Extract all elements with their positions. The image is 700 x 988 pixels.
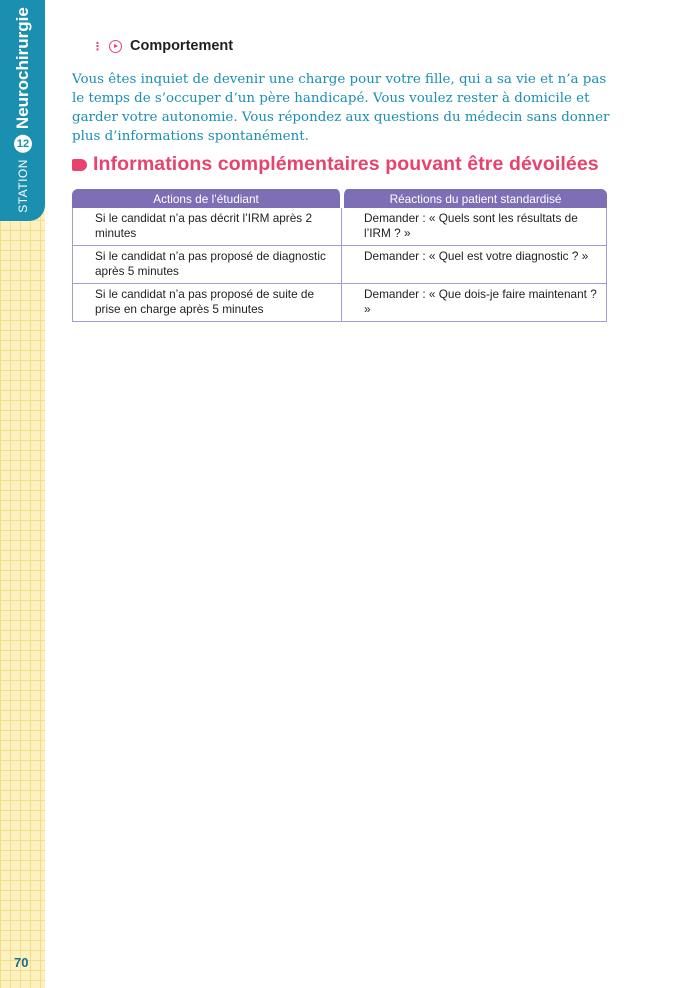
behavior-title: Comportement bbox=[130, 38, 234, 54]
play-circle-icon bbox=[109, 40, 122, 53]
table-header-actions: Actions de l’étudiant bbox=[72, 189, 342, 208]
table-cell-action: Si le candidat n’a pas proposé de suite de prise en charge après 5 minutes bbox=[72, 284, 342, 322]
table-cell-reaction: Demander : « Que dois-je faire maintenant ? » bbox=[342, 284, 607, 322]
table-header-reactions: Réactions du patient standardisé bbox=[342, 189, 607, 208]
dots-icon: ⋮ bbox=[92, 40, 102, 53]
table-header-row bbox=[72, 189, 607, 208]
table-cell-reaction: Demander : « Quels sont les résultats de l’IRM ? » bbox=[342, 208, 607, 246]
station-label: STATION bbox=[16, 159, 30, 213]
section-title: Informations complémentaires pouvant être dévoilées bbox=[93, 153, 599, 175]
table-row bbox=[72, 284, 607, 322]
station-number-badge: 12 bbox=[14, 135, 32, 153]
chapter-title: Neurochirurgie bbox=[13, 7, 32, 130]
page-number: 70 bbox=[14, 955, 29, 970]
behavior-heading bbox=[92, 38, 233, 54]
info-table bbox=[72, 189, 607, 322]
sidebar-grid bbox=[0, 0, 45, 988]
table-cell-action: Si le candidat n’a pas proposé de diagnostic après 5 minutes bbox=[72, 246, 342, 284]
table-cell-reaction: Demander : « Quel est votre diagnostic ? » bbox=[342, 246, 607, 284]
tag-icon bbox=[72, 159, 87, 171]
table-row bbox=[72, 246, 607, 284]
table-row bbox=[72, 208, 607, 246]
section-heading bbox=[72, 153, 599, 176]
station-tab bbox=[0, 0, 45, 221]
table-cell-action: Si le candidat n’a pas décrit l’IRM après 2 minutes bbox=[72, 208, 342, 246]
behavior-paragraph: Vous êtes inquiet de devenir une charge pour votre fille, qui a sa vie et n’a pas le temps de s’occuper d’un père handicapé. Vous voulez rester à domicile et garder votre autonomie. Vous répondez aux questions du médecin sans donner plus d’informations spontanément. bbox=[72, 72, 610, 144]
